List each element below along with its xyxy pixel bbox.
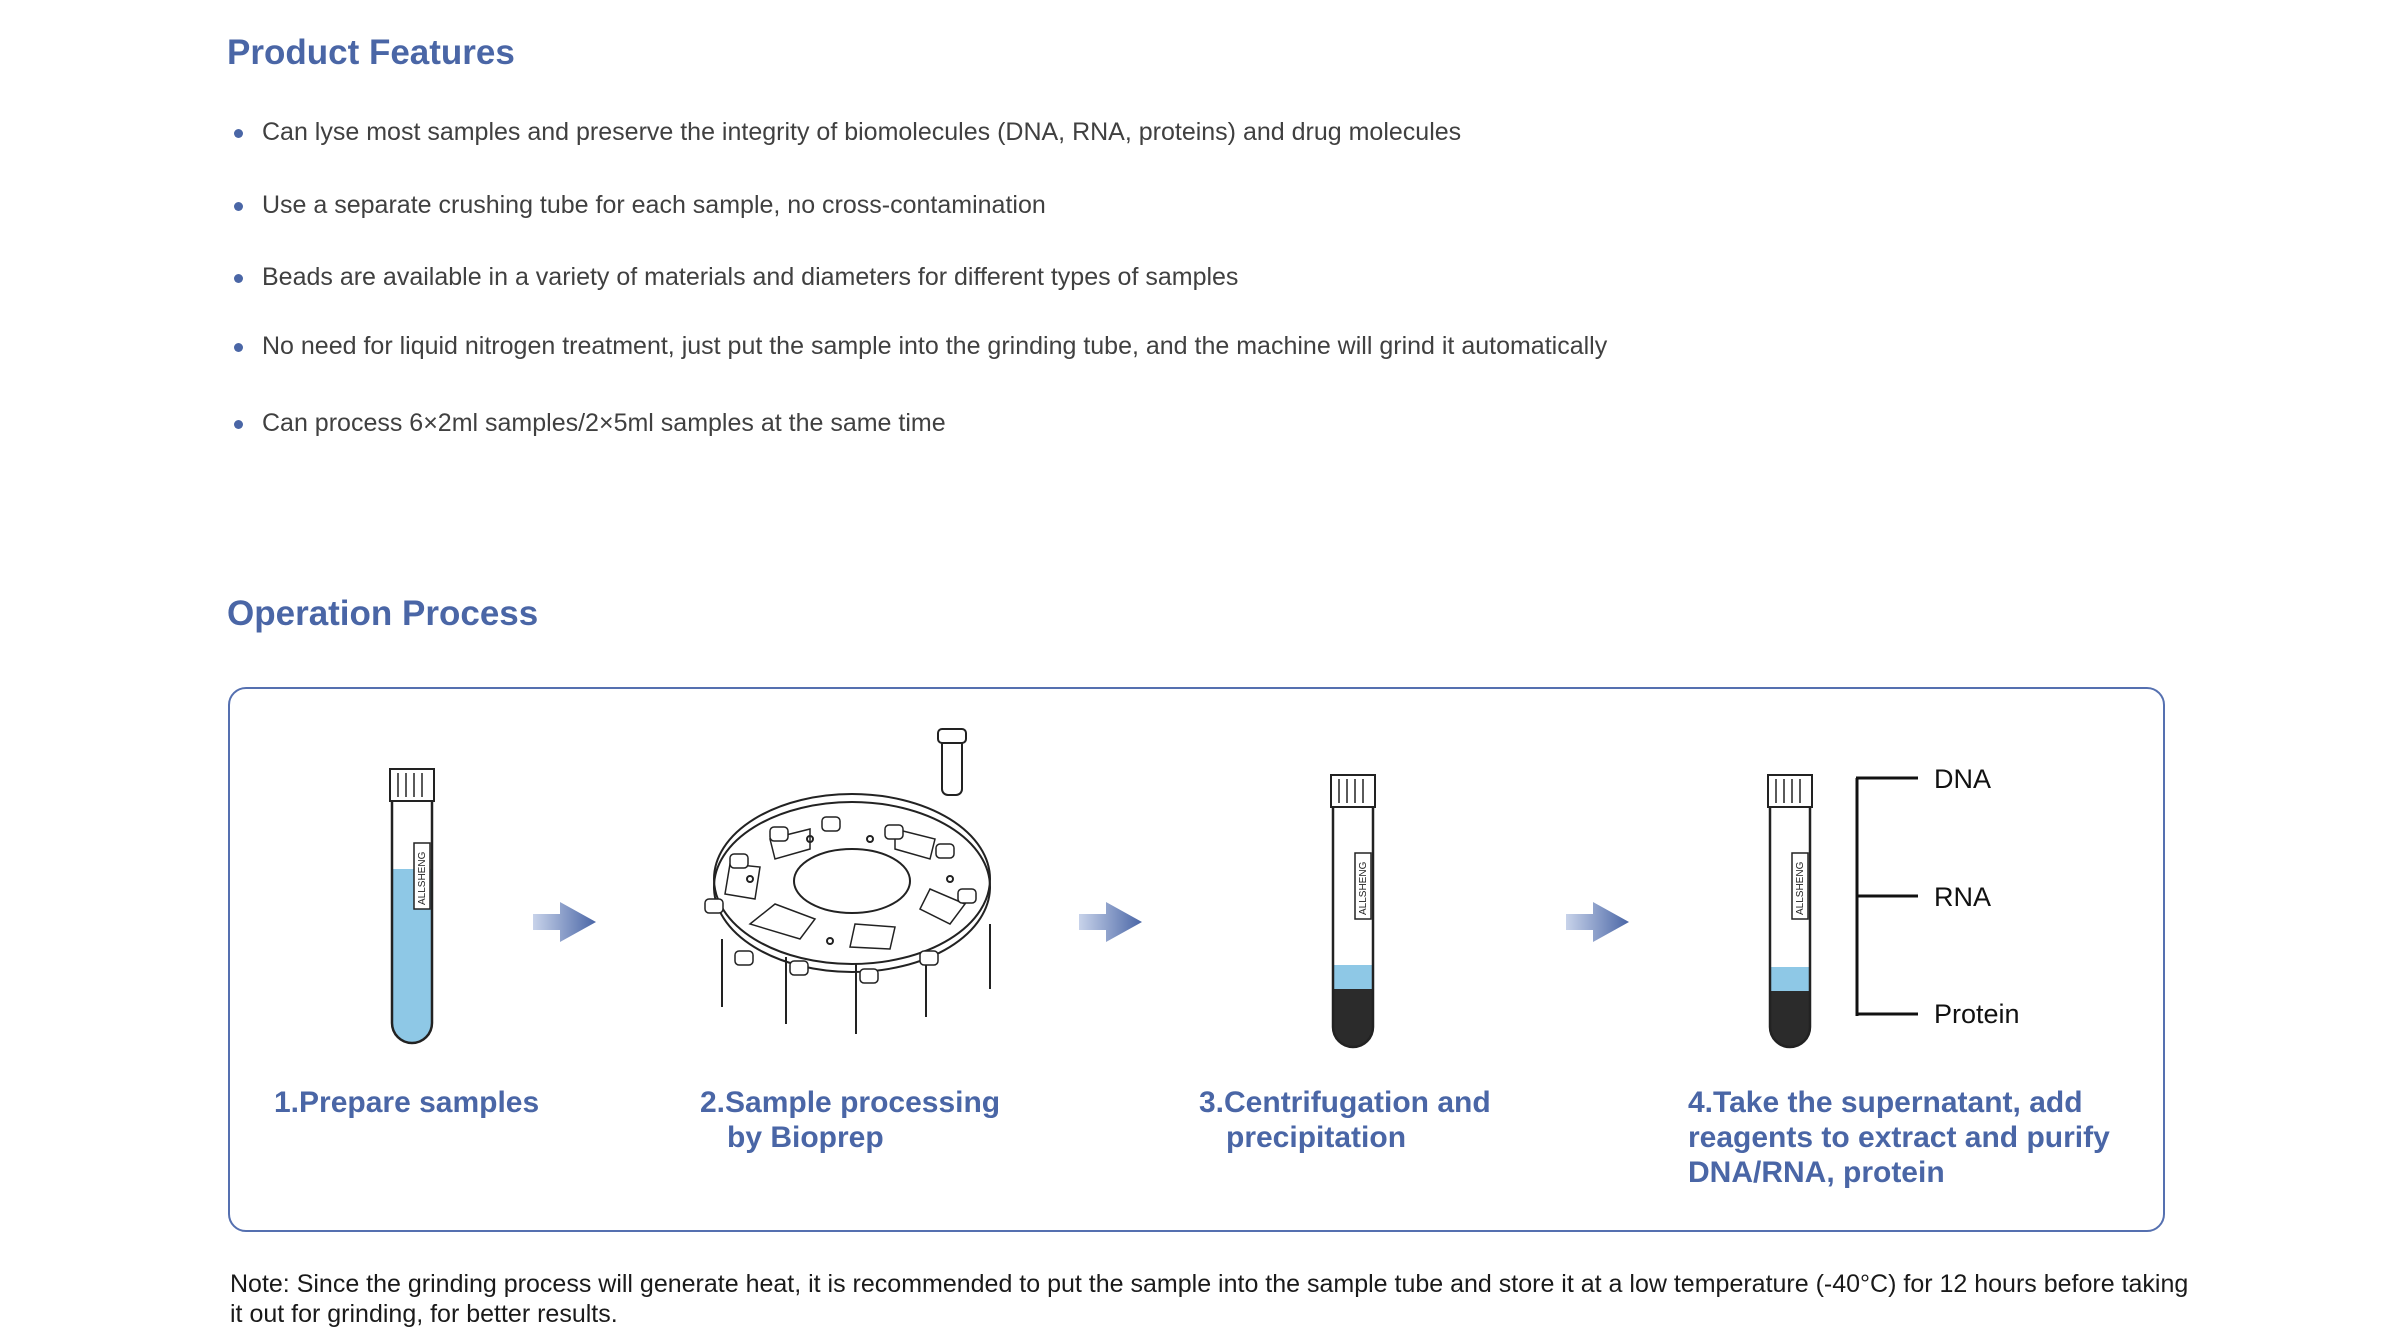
step-4-line-3: DNA/RNA, protein xyxy=(1688,1156,1945,1189)
step-3-label xyxy=(1199,1085,1491,1155)
bullet-icon xyxy=(234,343,243,352)
step-3-line-1: 3.Centrifugation and xyxy=(1199,1086,1491,1119)
fraction-label-dna: DNA xyxy=(1934,764,1992,794)
tube-brand-label: ALLSHENG xyxy=(1358,861,1369,915)
extracted-tube-icon xyxy=(1768,775,1812,1047)
arrow-right-icon xyxy=(1079,902,1142,942)
sample-tube-icon xyxy=(390,769,434,1043)
rotor-icon xyxy=(705,729,990,1034)
fraction-bracket xyxy=(1856,778,1918,1016)
feature-text: Can process 6×2ml samples/2×5ml samples at the same time xyxy=(262,409,946,437)
step-4-label xyxy=(1688,1085,2110,1190)
bullet-icon xyxy=(234,202,243,211)
arrow-right-icon xyxy=(1566,902,1629,942)
fraction-label-rna: RNA xyxy=(1934,882,1992,912)
feature-text: Beads are available in a variety of materials and diameters for different types of samples xyxy=(262,263,1239,291)
grinding-note: Note: Since the grinding process will generate heat, it is recommended to put the sample into the sample tube and store it at a low temperature (-40°C) for 12 hours before taking it out for grinding, for better results. xyxy=(230,1270,2189,1328)
step-1-label xyxy=(274,1085,539,1120)
step-2-label xyxy=(700,1085,1000,1155)
feature-text: Use a separate crushing tube for each sample, no cross-contamination xyxy=(262,191,1046,219)
feature-text: Can lyse most samples and preserve the integrity of biomolecules (DNA, RNA, proteins) and drug molecules xyxy=(262,118,1462,146)
tube-brand-label: ALLSHENG xyxy=(1795,861,1806,915)
step-4-line-1: 4.Take the supernatant, add xyxy=(1688,1086,2083,1119)
tube-brand-label: ALLSHENG xyxy=(417,851,428,905)
feature-text: No need for liquid nitrogen treatment, just put the sample into the grinding tube, and the machine will grind it automatically xyxy=(262,332,1608,360)
step-2-line-2: by Bioprep xyxy=(727,1121,884,1154)
step-3-line-2: precipitation xyxy=(1226,1121,1407,1154)
step-1-line-1: 1.Prepare samples xyxy=(274,1086,540,1119)
step-4-line-2: reagents to extract and purify xyxy=(1688,1121,2110,1154)
fraction-label-protein: Protein xyxy=(1934,999,2020,1029)
bullet-icon xyxy=(234,420,243,429)
bullet-icon xyxy=(234,274,243,283)
centrifuged-tube-icon xyxy=(1331,775,1375,1047)
step-2-line-1: 2.Sample processing xyxy=(700,1086,1001,1119)
product-features-title: Product Features xyxy=(227,33,515,72)
operation-process-panel xyxy=(228,687,2165,1232)
arrow-right-icon xyxy=(533,902,596,942)
operation-process-title: Operation Process xyxy=(227,594,539,633)
bullet-icon xyxy=(234,129,243,138)
